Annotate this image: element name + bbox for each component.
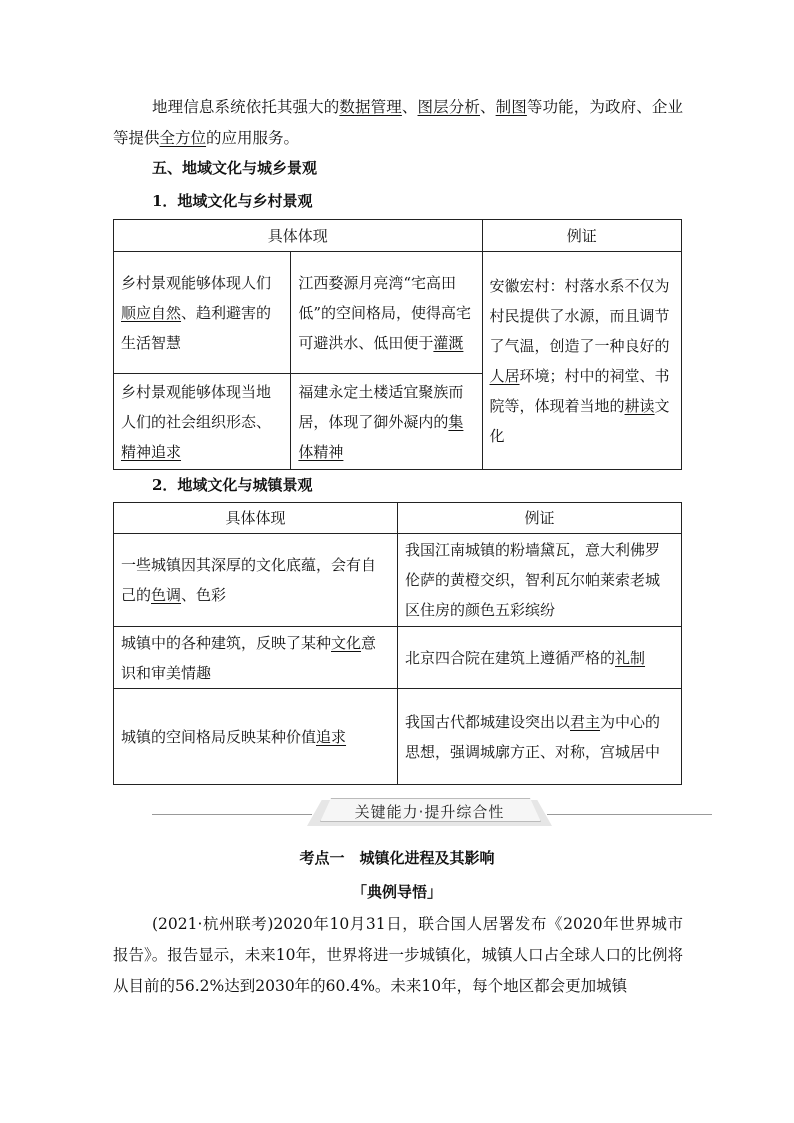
banner-title: 关键能力·提升综合性 — [354, 803, 505, 821]
intro-text: 等功能，为政府、企业等提供 — [113, 98, 683, 147]
urban-landscape-table — [113, 502, 682, 785]
table-cell: 城镇的空间格局反映某种价值追求 — [114, 689, 398, 785]
underlined-term: 全方位 — [159, 129, 207, 147]
table-cell: 江西婺源月亮湾“宅高田低”的空间格局，使得高宅可避洪水、低田便于灌溉 — [291, 252, 482, 374]
separator: 、 — [480, 98, 496, 116]
table-header: 具体体现 — [114, 503, 398, 534]
banner-divider — [547, 814, 712, 815]
subsection-heading-2: 2．地域文化与城镇景观 — [152, 476, 313, 494]
dianli-title: 「典例导悟」 — [351, 883, 442, 901]
table-cell: 乡村景观能够体现人们顺应自然、趋利避害的生活智慧 — [114, 252, 291, 374]
kaodian-title: 考点一 城镇化进程及其影响 — [299, 849, 495, 867]
table-cell: 我国江南城镇的粉墙黛瓦，意大利佛罗伦萨的黄橙交织，智利瓦尔帕莱索老城区住房的颜色五彩缤纷 — [398, 534, 682, 627]
rural-landscape-table — [113, 219, 682, 470]
table-cell: 福建永定土楼适宜聚族而居，体现了御外凝内的集体精神 — [291, 374, 482, 470]
table-header: 例证 — [398, 503, 682, 534]
table-header: 具体体现 — [114, 220, 483, 252]
table-cell: 乡村景观能够体现当地人们的社会组织形态、精神追求 — [114, 374, 291, 470]
intro-paragraph — [113, 92, 683, 154]
section-heading: 五、地域文化与城乡景观 — [152, 159, 318, 177]
underlined-term: 制图 — [495, 98, 527, 116]
banner-divider — [152, 814, 312, 815]
underlined-term: 图层分析 — [417, 98, 481, 116]
subsection-heading-1: 1．地域文化与乡村景观 — [152, 192, 313, 210]
table-cell: 城镇中的各种建筑，反映了某种文化意识和审美情趣 — [114, 627, 398, 689]
intro-text: 地理信息系统依托其强大的 — [152, 98, 340, 116]
section-banner — [152, 798, 712, 828]
table-cell: 一些城镇因其深厚的文化底蕴，会有自己的色调、色彩 — [114, 534, 398, 627]
table-header: 例证 — [482, 220, 681, 252]
table-cell: 我国古代都城建设突出以君主为中心的思想，强调城廓方正、对称，宫城居中 — [398, 689, 682, 785]
underlined-term: 数据管理 — [339, 98, 402, 116]
separator: 、 — [401, 98, 418, 116]
intro-text: 的应用服务。 — [206, 129, 300, 147]
table-cell: 北京四合院在建筑上遵循严格的礼制 — [398, 627, 682, 689]
example-paragraph: (2021·杭州联考)2020年10月31日，联合国人居署发布《2020年世界城市报告》。报告显示，未来10年，世界将进一步城镇化，城镇人口占全球人口的比例将从目前的56.2%达到2030年的60.4%。未来10年，每个地区都会更加城镇 — [113, 915, 683, 995]
table-cell: 安徽宏村：村落水系不仅为村民提供了水源，而且调节了气温，创造了一种良好的人居环境；村中的祠堂、书院等，体现着当地的耕读文化 — [482, 252, 681, 470]
